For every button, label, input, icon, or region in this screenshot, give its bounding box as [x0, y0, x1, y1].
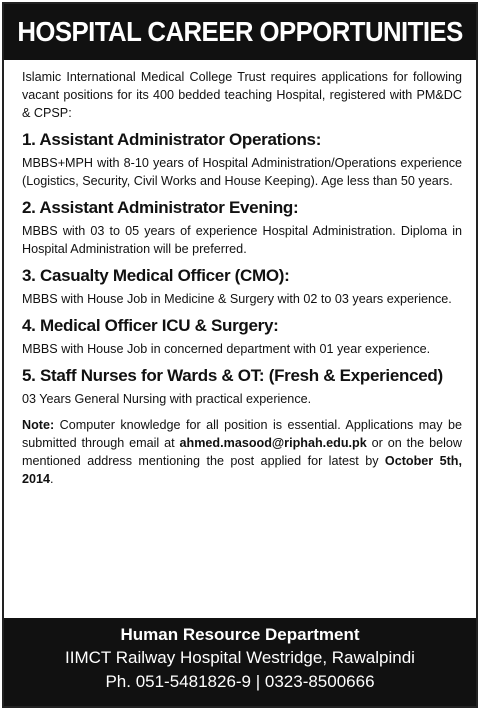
position-3 [22, 266, 462, 308]
intro-paragraph: Islamic International Medical College Trust requires applications for following vacant positions for its 400 bedded teaching Hospital, registered with PM&DC & CPSP: [22, 70, 462, 120]
position-requirements: MBBS with House Job in Medicine & Surgery with 02 to 03 years experience. [22, 292, 452, 306]
note-text-2: or on the below mentioned address mentioning the post applied for latest by [22, 436, 462, 468]
position-heading: 2. Assistant Administrator Evening: [22, 198, 299, 217]
address: IIMCT Railway Hospital Westridge, Rawalpindi [65, 648, 415, 667]
position-heading: 3. Casualty Medical Officer (CMO): [22, 266, 290, 285]
note-paragraph [22, 416, 462, 488]
contact-footer [4, 618, 476, 706]
note-label: Note: [22, 418, 55, 432]
position-1 [22, 130, 462, 190]
position-requirements: MBBS+MPH with 8-10 years of Hospital Administration/Operations experience (Logistics, Security, Civil Works and House Keeping). Age less than 50 years. [22, 156, 462, 188]
title-banner [4, 4, 476, 60]
position-4 [22, 316, 462, 358]
note-text-3: . [50, 472, 54, 486]
position-requirements: 03 Years General Nursing with practical experience. [22, 392, 312, 406]
position-5 [22, 366, 462, 408]
deadline-date: October 5th, 2014 [22, 454, 462, 486]
position-requirements: MBBS with House Job in concerned department with 01 year experience. [22, 342, 431, 356]
position-heading: 5. Staff Nurses for Wards & OT: (Fresh & Experienced) [22, 366, 443, 385]
department-name: Human Resource Department [120, 625, 360, 644]
position-requirements: MBBS with 03 to 05 years of experience Hospital Administration. Diploma in Hospital Administration will be preferred. [22, 224, 462, 256]
phone-numbers: Ph. 051-5481826-9 | 0323-8500666 [105, 672, 375, 691]
position-heading: 1. Assistant Administrator Operations: [22, 130, 322, 149]
position-heading: 4. Medical Officer ICU & Surgery: [22, 316, 279, 335]
ad-body [4, 60, 476, 488]
job-advertisement [2, 2, 478, 708]
email-link[interactable]: ahmed.masood@riphah.edu.pk [179, 436, 367, 450]
position-2 [22, 198, 462, 258]
note-text-1: Computer knowledge for all position is essential. Applications may be submitted through email at [22, 418, 462, 450]
page-title: HOSPITAL CAREER OPPORTUNITIES [17, 16, 463, 47]
